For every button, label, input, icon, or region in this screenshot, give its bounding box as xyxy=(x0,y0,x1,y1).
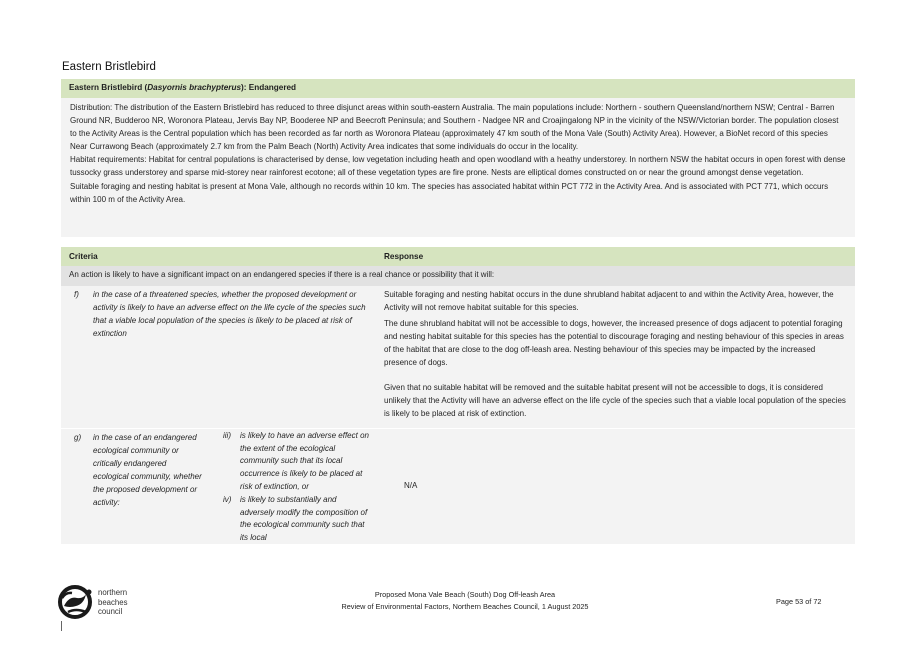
criteria-table-header xyxy=(61,247,855,266)
row-g-sub-iii-text: is likely to have an adverse effect on the extent of the ecological community such that its local occurrence is likely to be placed at risk of extinction, or xyxy=(240,431,369,491)
page-heading: Eastern Bristlebird xyxy=(62,61,156,73)
scientific-name: Dasyornis brachypterus xyxy=(147,83,242,92)
response-column-label: Response xyxy=(384,252,424,261)
row-f-response-3: Given that no suitable habitat will be removed and the suitable habitat present will not be accessible to dogs, it is considered unlikely that the Activity will have an adverse effect on the life cycle of the species such that a viable local population of the species is likely to be placed at risk of extinction. xyxy=(384,382,846,418)
distribution-text: Distribution: The distribution of the Eastern Bristlebird has reduced to three disjunct areas within south-eastern Australia. The main populations include: Northern - southern Queensland/northern NSW; Central - Barren Ground NR, Budderoo NR, Woronora Plateau, Jervis Bay NP, Booderee NP and Beecroft Peninsula; and Southern - Nadgee NR and Croajingalong NP in the vicinity of the NSW/Victorian border. The population closest to the Activity Areas is the Central population which has been recorded as far north as Woronora Plateau (approximately 47 km south of the Mona Vale (South) Activity Area). However, a BioNet record of this species Near Currawong Beach (approximately 2.7 km from the Palm Beach (North) Activity Area indicates that some individuals do occur in the locality. xyxy=(70,103,839,152)
row-f-response xyxy=(384,288,846,420)
council-logo-text xyxy=(98,588,127,617)
footer-divider xyxy=(61,621,62,631)
footer-line-2: Review of Environmental Factors, Northern Beaches Council, 1 August 2025 xyxy=(341,602,589,611)
row-f-response-1: Suitable foraging and nesting habitat occurs in the dune shrubland habitat adjacent to and within the Activity Area, however, the Activity will not remove habitat suitable for this species. xyxy=(384,290,834,313)
species-header-suffix: ): Endangered xyxy=(241,83,297,92)
suitable-habitat-text: Suitable foraging and nesting habitat is present at Mona Vale, although no records within 10 km. The species has associated habitat within PCT 772 in the Activity Area. And is associated with PCT 771, which occurs within 100 m of the Activity Area. xyxy=(70,181,829,204)
row-g-sub-iv-number: iv) xyxy=(223,495,232,504)
row-f-criterion: in the case of a threatened species, whether the proposed development or activity is likely to have an adverse effect on the life cycle of the species such that a viable local population of the species is likely to be placed at risk of extinction xyxy=(93,290,366,339)
habitat-text: Habitat requirements: Habitat for central populations is characterised by dense, low vegetation including heath and open woodland with a heathy understorey. In northern NSW the habitat occurs in open forest with dense tussocky grass understorey and sparse mid-storey near rainforest ecotone; all of these vegetation types are fire prone. Nests are elliptical domes constructed on or near the ground amongst dense vegetation. xyxy=(70,155,846,178)
species-header xyxy=(61,79,855,98)
species-description xyxy=(61,98,855,237)
row-g-criterion: in the case of an endangered ecological community or critically endangered ecological community, whether the proposed development or activity: xyxy=(93,433,202,508)
criteria-column-label: Criteria xyxy=(69,252,98,261)
row-g-letter: g) xyxy=(74,433,82,442)
council-logo-icon xyxy=(56,584,96,620)
page-number: Page 53 of 72 xyxy=(776,597,822,606)
footer-document-title xyxy=(300,589,630,613)
row-g-response: N/A xyxy=(404,481,418,490)
row-g-sub-iv-text: is likely to substantially and adversely modify the composition of the ecological community such that its local xyxy=(240,495,368,543)
council-logo xyxy=(56,584,96,625)
criteria-intro-row: An action is likely to have a significant impact on an endangered species if there is a real chance or possibility that it will: xyxy=(61,266,855,286)
logo-text-beaches: beaches xyxy=(98,597,128,607)
table-row-g-response xyxy=(378,429,855,544)
row-f-response-2: The dune shrubland habitat will not be accessible to dogs, however, the increased presence of dogs adjacent to potential foraging and nesting habitat suitable for this species has the potential to discourage foraging and nesting behaviour of this species in areas of the habitat that are close to the dog off-leash area. Nesting behaviour of this species may be impacted by the increased presence of dogs. xyxy=(384,319,844,368)
species-header-prefix: Eastern Bristlebird ( xyxy=(69,83,148,92)
row-f-letter: f) xyxy=(74,290,79,299)
logo-text-council: council xyxy=(98,607,123,617)
row-g-sub-iii-number: iii) xyxy=(223,431,231,440)
footer-line-1: Proposed Mona Vale Beach (South) Dog Off-leash Area xyxy=(374,590,556,599)
logo-text-northern: northern xyxy=(98,588,128,597)
